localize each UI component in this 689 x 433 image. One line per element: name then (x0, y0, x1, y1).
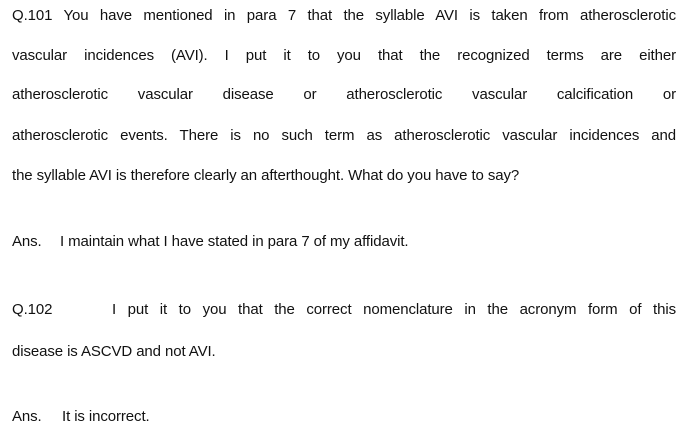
question-102-line-1 (12, 300, 676, 320)
answer-text: I maintain what I have stated in para 7 of my affidavit. (60, 233, 409, 250)
answer-102 (12, 407, 676, 427)
answer-text: It is incorrect. (62, 408, 150, 425)
question-number: Q.102 (12, 301, 53, 318)
question-102-line-2: disease is ASCVD and not AVI. (12, 343, 216, 360)
answer-label: Ans. (12, 408, 42, 425)
question-101-line-5: the syllable AVI is therefore clearly an afterthought. What do you have to say? (12, 167, 520, 184)
question-101-line-2: vascular incidences (AVI). I put it to you that the recognized terms are either (12, 47, 676, 64)
question-101-line-4: atherosclerotic events. There is no such term as atherosclerotic vascular incidences and (12, 127, 676, 144)
question-101-line-3: atherosclerotic vascular disease or atherosclerotic vascular calcification or (12, 86, 676, 103)
answer-101 (12, 232, 676, 252)
answer-label: Ans. (12, 233, 42, 250)
question-101-line-1: Q.101 You have mentioned in para 7 that the syllable AVI is taken from atherosclerotic (12, 7, 676, 24)
question-102-text: I put it to you that the correct nomenclature in the acronym form of this (112, 301, 676, 318)
